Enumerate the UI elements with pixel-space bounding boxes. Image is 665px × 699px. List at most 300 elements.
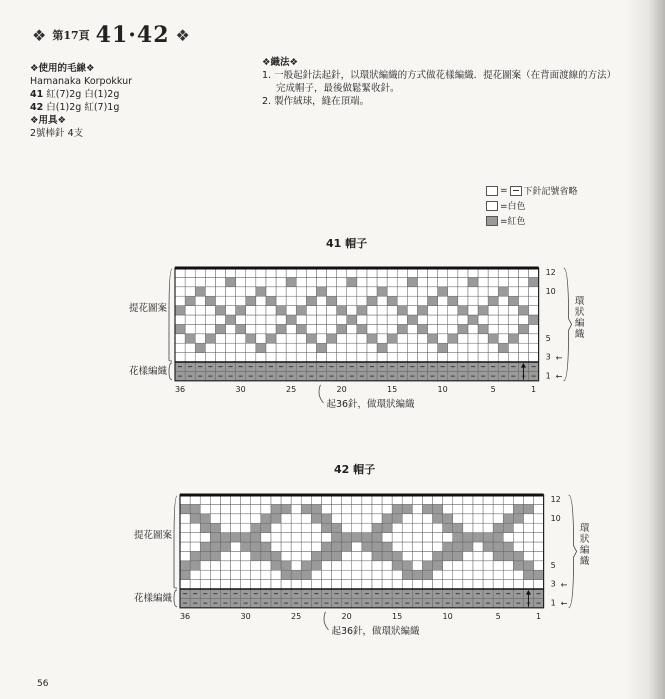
red-stitch-cell xyxy=(200,514,210,523)
white-stitch-cell xyxy=(261,570,271,579)
row-direction-arrow-icon: ← xyxy=(555,353,563,363)
item-42-colors: 白(1)2g 紅(7)1g xyxy=(46,102,120,113)
white-stitch-cell xyxy=(392,533,402,542)
red-stitch-cell xyxy=(392,551,402,560)
page-title: 41·42 xyxy=(95,22,170,48)
white-stitch-cell xyxy=(453,561,463,570)
column-number-label: 5 xyxy=(490,384,496,394)
white-stitch-cell xyxy=(382,561,392,570)
white-stitch-cell xyxy=(241,570,251,579)
white-stitch-cell xyxy=(271,523,281,532)
white-stitch-cell xyxy=(241,523,251,532)
white-stitch-cell xyxy=(332,570,342,579)
column-number-label: 15 xyxy=(392,611,403,621)
red-stitch-cell xyxy=(453,533,463,542)
item-41-colors: 紅(7)2g 白(1)2g xyxy=(46,89,120,100)
white-stitch-cell xyxy=(301,580,311,589)
red-stitch-cell xyxy=(321,542,331,551)
red-stitch-cell xyxy=(523,561,533,570)
white-stitch-cell xyxy=(473,514,483,523)
column-number-label: 36 xyxy=(174,384,186,394)
red-stitch-cell xyxy=(342,542,352,551)
red-stitch-cell xyxy=(261,514,271,523)
white-stitch-cell xyxy=(362,504,372,513)
white-stitch-cell xyxy=(473,542,483,551)
white-stitch-cell xyxy=(352,523,362,532)
ornament-left-icon: ❖ xyxy=(32,25,47,45)
white-stitch-cell xyxy=(412,514,422,523)
white-stitch-cell xyxy=(362,514,372,523)
column-number-label: 25 xyxy=(286,384,297,394)
white-stitch-cell xyxy=(453,514,463,523)
jacquard-section-label: 提花圖案 xyxy=(128,303,167,315)
white-stitch-cell xyxy=(271,570,281,579)
red-stitch-cell xyxy=(281,561,291,570)
white-stitch-cell xyxy=(402,580,412,589)
column-number-label: 10 xyxy=(442,611,453,621)
white-stitch-cell xyxy=(180,523,190,532)
row-number-label: 1 xyxy=(545,371,551,381)
chart-42-title: 42 帽子 xyxy=(334,463,376,476)
red-stitch-cell xyxy=(311,561,321,570)
white-stitch-cell xyxy=(352,514,362,523)
red-stitch-cell xyxy=(412,570,422,579)
red-stitch-cell xyxy=(210,542,220,551)
column-number-label: 1 xyxy=(531,384,537,394)
red-stitch-cell xyxy=(251,523,261,532)
red-stitch-cell xyxy=(271,551,281,560)
white-stitch-cell xyxy=(220,504,230,513)
red-stitch-cell xyxy=(443,542,453,551)
white-stitch-cell xyxy=(513,533,523,542)
white-stitch-cell xyxy=(231,542,241,551)
white-stitch-cell xyxy=(473,561,483,570)
round-knit-vertical-label: 環 xyxy=(579,523,590,535)
column-number-label: 10 xyxy=(437,384,448,394)
white-stitch-cell xyxy=(392,580,402,589)
white-stitch-cell xyxy=(433,570,443,579)
white-stitch-cell xyxy=(392,542,402,551)
white-stitch-cell xyxy=(523,514,533,523)
white-stitch-cell xyxy=(422,523,432,532)
red-stitch-cell xyxy=(271,514,281,523)
white-stitch-cell xyxy=(453,504,463,513)
white-stitch-cell xyxy=(180,514,190,523)
white-stitch-cell xyxy=(220,580,230,589)
red-stitch-cell xyxy=(210,533,220,542)
page-number: 56 xyxy=(37,679,49,689)
method-heading: ❖織法❖ xyxy=(262,57,299,68)
white-stitch-cell xyxy=(402,542,412,551)
white-stitch-cell xyxy=(362,523,372,532)
red-stitch-cell xyxy=(291,570,301,579)
row-number-label: 10 xyxy=(550,513,561,523)
white-stitch-cell xyxy=(220,551,230,560)
white-stitch-cell xyxy=(210,580,220,589)
red-stitch-cell xyxy=(362,542,372,551)
white-stitch-cell xyxy=(220,561,230,570)
red-stitch-cell xyxy=(362,533,372,542)
method-step-2: 2. 製作絨球，縫在頂端。 xyxy=(262,96,370,107)
white-stitch-cell xyxy=(342,514,352,523)
white-stitch-cell xyxy=(231,514,241,523)
white-stitch-cell xyxy=(190,542,200,551)
red-stitch-cell xyxy=(463,542,473,551)
white-stitch-cell xyxy=(372,514,382,523)
white-stitch-cell xyxy=(321,570,331,579)
column-number-label: 5 xyxy=(495,611,501,621)
row-number-label: 10 xyxy=(545,286,556,296)
red-stitch-cell xyxy=(190,514,200,523)
white-stitch-cell xyxy=(463,580,473,589)
white-stitch-cell xyxy=(190,523,200,532)
red-stitch-cell xyxy=(332,523,342,532)
white-stitch-cell xyxy=(352,542,362,551)
white-stitch-cell xyxy=(291,533,301,542)
red-stitch-cell xyxy=(433,504,443,513)
white-stitch-cell xyxy=(241,551,251,560)
white-stitch-cell xyxy=(412,580,422,589)
cast-on-pointer xyxy=(324,612,328,630)
white-stitch-cell xyxy=(372,570,382,579)
red-stitch-cell xyxy=(332,542,342,551)
red-stitch-cell xyxy=(493,551,503,560)
red-stitch-cell xyxy=(301,561,311,570)
white-stitch-cell xyxy=(402,551,412,560)
round-knit-vertical-label: 狀 xyxy=(574,307,585,319)
white-stitch-cell xyxy=(503,533,513,542)
white-stitch-cell xyxy=(321,580,331,589)
white-stitch-cell xyxy=(443,561,453,570)
white-stitch-cell xyxy=(321,533,331,542)
column-number-label: 30 xyxy=(235,384,246,394)
white-stitch-cell xyxy=(392,570,402,579)
white-stitch-cell xyxy=(332,580,342,589)
white-stitch-cell xyxy=(321,561,331,570)
red-stitch-cell xyxy=(422,504,432,513)
white-stitch-cell xyxy=(463,561,473,570)
red-stitch-cell xyxy=(180,504,190,513)
jacquard-section-label: 提花圖案 xyxy=(133,530,172,542)
white-stitch-cell xyxy=(180,551,190,560)
white-stitch-cell xyxy=(483,580,493,589)
white-stitch-cell xyxy=(251,504,261,513)
white-stitch-cell xyxy=(513,570,523,579)
round-knit-vertical-label: 環 xyxy=(574,296,585,308)
white-stitch-cell xyxy=(422,551,432,560)
white-stitch-cell xyxy=(261,504,271,513)
red-stitch-cell xyxy=(321,551,331,560)
column-number-label: 1 xyxy=(536,611,542,621)
white-stitch-cell xyxy=(281,542,291,551)
red-stitch-cell xyxy=(281,504,291,513)
red-stitch-cell xyxy=(503,523,513,532)
white-stitch-cell xyxy=(412,561,422,570)
white-stitch-cell xyxy=(382,533,392,542)
red-stitch-cell xyxy=(402,504,412,513)
white-stitch-cell xyxy=(261,533,271,542)
reference-page-label: 第17頁 xyxy=(52,29,90,42)
white-stitch-cell xyxy=(332,504,342,513)
white-stitch-cell xyxy=(251,580,261,589)
white-stitch-cell xyxy=(231,523,241,532)
white-stitch-cell xyxy=(291,514,301,523)
white-stitch-cell xyxy=(453,570,463,579)
white-stitch-cell xyxy=(342,551,352,560)
white-stitch-cell xyxy=(503,580,513,589)
red-stitch-cell xyxy=(443,551,453,560)
red-stitch-cell xyxy=(321,514,331,523)
white-stitch-cell xyxy=(220,514,230,523)
round-knit-vertical-label: 狀 xyxy=(579,534,590,546)
white-stitch-cell xyxy=(412,542,422,551)
pattern-section-label: 花樣編織 xyxy=(128,366,167,378)
red-stitch-cell xyxy=(382,551,392,560)
red-stitch-cell xyxy=(261,523,271,532)
white-stitch-cell xyxy=(332,514,342,523)
item-41-number: 41 xyxy=(30,89,44,100)
column-number-label: 15 xyxy=(387,384,398,394)
white-stitch-cell xyxy=(422,580,432,589)
red-stitch-cell xyxy=(534,570,544,579)
white-stitch-cell xyxy=(190,570,200,579)
white-stitch-cell xyxy=(463,504,473,513)
white-stitch-cell xyxy=(342,523,352,532)
red-stitch-cell xyxy=(372,523,382,532)
row-number-label: 5 xyxy=(550,560,556,570)
red-stitch-cell xyxy=(402,561,412,570)
row-number-label: 12 xyxy=(545,268,556,278)
white-stitch-cell xyxy=(473,504,483,513)
round-bracket xyxy=(569,495,577,608)
white-stitch-cell xyxy=(443,570,453,579)
red-stitch-cell xyxy=(210,551,220,560)
tools-text: 2號棒針 4支 xyxy=(30,128,84,139)
red-stitch-cell xyxy=(493,542,503,551)
red-stitch-cell xyxy=(443,523,453,532)
red-stitch-cell xyxy=(382,514,392,523)
white-stitch-cell xyxy=(503,561,513,570)
white-stitch-cell xyxy=(220,570,230,579)
white-stitch-cell xyxy=(200,533,210,542)
red-stitch-cell xyxy=(311,514,321,523)
red-stitch-cell xyxy=(281,570,291,579)
red-stitch-cell xyxy=(321,523,331,532)
cast-on-note: 起36針，做環狀編織 xyxy=(331,625,420,637)
white-stitch-cell xyxy=(291,523,301,532)
white-stitch-cell xyxy=(311,533,321,542)
white-stitch-cell xyxy=(412,523,422,532)
white-stitch-cell xyxy=(352,551,362,560)
white-stitch-cell xyxy=(200,504,210,513)
red-stitch-cell xyxy=(231,533,241,542)
pattern-bracket xyxy=(174,590,177,607)
white-stitch-cell xyxy=(362,570,372,579)
white-stitch-cell xyxy=(483,504,493,513)
red-stitch-cell xyxy=(190,551,200,560)
red-stitch-cell xyxy=(241,542,251,551)
white-stitch-cell xyxy=(473,523,483,532)
white-stitch-cell xyxy=(362,580,372,589)
red-stitch-cell xyxy=(200,551,210,560)
item-42-number: 42 xyxy=(30,102,44,113)
row-direction-arrow-icon: ← xyxy=(560,599,568,609)
white-stitch-cell xyxy=(433,580,443,589)
white-stitch-cell xyxy=(372,580,382,589)
white-stitch-cell xyxy=(210,514,220,523)
white-stitch-cell xyxy=(231,551,241,560)
red-stitch-cell xyxy=(311,551,321,560)
white-stitch-cell xyxy=(422,533,432,542)
white-stitch-cell xyxy=(301,533,311,542)
red-stitch-cell xyxy=(392,561,402,570)
red-stitch-cell xyxy=(382,523,392,532)
legend-white-text: =白色 xyxy=(500,202,526,212)
white-stitch-cell xyxy=(241,561,251,570)
legend-red-text: =紅色 xyxy=(500,217,526,227)
white-stitch-cell xyxy=(332,561,342,570)
red-stitch-cell xyxy=(200,523,210,532)
white-stitch-cell xyxy=(311,580,321,589)
red-stitch-cell xyxy=(372,551,382,560)
white-stitch-cell xyxy=(493,570,503,579)
white-stitch-cell xyxy=(241,504,251,513)
white-stitch-cell xyxy=(433,533,443,542)
white-stitch-cell xyxy=(190,533,200,542)
white-stitch-cell xyxy=(483,523,493,532)
white-stitch-cell xyxy=(503,504,513,513)
red-stitch-cell xyxy=(180,570,190,579)
red-stitch-cell xyxy=(190,504,200,513)
white-stitch-cell xyxy=(301,551,311,560)
white-stitch-cell xyxy=(180,533,190,542)
white-stitch-cell xyxy=(382,580,392,589)
red-stitch-cell xyxy=(251,551,261,560)
white-stitch-cell xyxy=(534,523,544,532)
white-stitch-cell xyxy=(352,561,362,570)
white-stitch-cell xyxy=(382,504,392,513)
yarn-brand: Hamanaka Korpokkur xyxy=(30,76,133,87)
white-stitch-cell xyxy=(402,533,412,542)
white-stitch-cell xyxy=(422,514,432,523)
red-stitch-cell xyxy=(392,514,402,523)
red-stitch-cell xyxy=(372,533,382,542)
method-step-1: 1. 一般起針法起針，以環狀編織的方式做花樣編織．提花圖案（在背面渡線的方法） xyxy=(262,70,617,81)
white-stitch-cell xyxy=(301,514,311,523)
white-stitch-cell xyxy=(523,523,533,532)
white-stitch-cell xyxy=(200,561,210,570)
red-stitch-cell xyxy=(220,533,230,542)
white-stitch-cell xyxy=(220,523,230,532)
red-stitch-cell xyxy=(483,542,493,551)
white-stitch-cell xyxy=(463,523,473,532)
red-stitch-cell xyxy=(241,533,251,542)
red-stitch-cell xyxy=(352,533,362,542)
red-stitch-cell xyxy=(190,561,200,570)
white-stitch-cell xyxy=(352,504,362,513)
white-stitch-cell xyxy=(190,580,200,589)
red-stitch-cell xyxy=(372,542,382,551)
pattern-section-label: 花樣編織 xyxy=(133,593,172,605)
white-stitch-cell xyxy=(301,542,311,551)
round-knit-vertical-label: 織 xyxy=(574,329,585,341)
white-stitch-cell xyxy=(534,504,544,513)
round-knit-vertical-label: 織 xyxy=(579,556,590,568)
white-stitch-cell xyxy=(281,514,291,523)
white-stitch-cell xyxy=(261,580,271,589)
white-stitch-cell xyxy=(534,514,544,523)
round-knit-vertical-label: 編 xyxy=(579,545,590,557)
white-stitch-cell xyxy=(534,551,544,560)
red-stitch-cell xyxy=(493,533,503,542)
row-number-label: 3 xyxy=(550,579,556,589)
white-stitch-cell xyxy=(412,551,422,560)
white-stitch-cell xyxy=(271,580,281,589)
white-stitch-cell xyxy=(443,533,453,542)
red-stitch-cell xyxy=(382,542,392,551)
white-stitch-cell xyxy=(402,523,412,532)
red-stitch-cell xyxy=(463,533,473,542)
ornament-right-icon: ❖ xyxy=(175,25,190,45)
white-stitch-cell xyxy=(483,551,493,560)
white-stitch-cell xyxy=(231,570,241,579)
white-stitch-cell xyxy=(291,542,301,551)
red-stitch-cell xyxy=(251,533,261,542)
white-stitch-cell xyxy=(291,580,301,589)
red-stitch-cell xyxy=(443,514,453,523)
white-stitch-cell xyxy=(261,561,271,570)
red-stitch-cell xyxy=(453,523,463,532)
white-stitch-cell xyxy=(281,580,291,589)
white-stitch-cell xyxy=(352,580,362,589)
red-stitch-cell xyxy=(453,542,463,551)
white-stitch-cell xyxy=(180,542,190,551)
jacquard-bracket xyxy=(174,496,177,588)
red-stitch-cell xyxy=(513,514,523,523)
white-stitch-cell xyxy=(412,533,422,542)
white-stitch-cell xyxy=(534,533,544,542)
white-stitch-cell xyxy=(291,504,301,513)
method-step-1-cont: 完成帽子，最後做鬆緊收針。 xyxy=(276,83,400,94)
white-stitch-cell xyxy=(251,561,261,570)
red-stitch-cell xyxy=(220,542,230,551)
red-stitch-cell xyxy=(503,551,513,560)
white-stitch-cell xyxy=(483,561,493,570)
red-stitch-cell xyxy=(523,570,533,579)
white-stitch-cell xyxy=(210,570,220,579)
red-stitch-cell xyxy=(483,533,493,542)
red-stitch-cell xyxy=(513,551,523,560)
white-stitch-cell xyxy=(513,580,523,589)
red-stitch-cell xyxy=(513,504,523,513)
red-stitch-cell xyxy=(513,561,523,570)
red-stitch-cell xyxy=(422,570,432,579)
red-stitch-cell xyxy=(342,533,352,542)
white-stitch-cell xyxy=(241,580,251,589)
white-stitch-cell xyxy=(362,561,372,570)
white-stitch-cell xyxy=(301,523,311,532)
white-stitch-cell xyxy=(342,561,352,570)
red-stitch-cell xyxy=(503,542,513,551)
red-stitch-cell xyxy=(332,533,342,542)
row-direction-arrow-icon: ← xyxy=(555,372,563,382)
red-stitch-cell xyxy=(301,504,311,513)
column-number-label: 36 xyxy=(179,611,191,621)
white-stitch-cell xyxy=(362,551,372,560)
white-stitch-cell xyxy=(523,533,533,542)
white-stitch-cell xyxy=(352,570,362,579)
white-stitch-cell xyxy=(483,514,493,523)
